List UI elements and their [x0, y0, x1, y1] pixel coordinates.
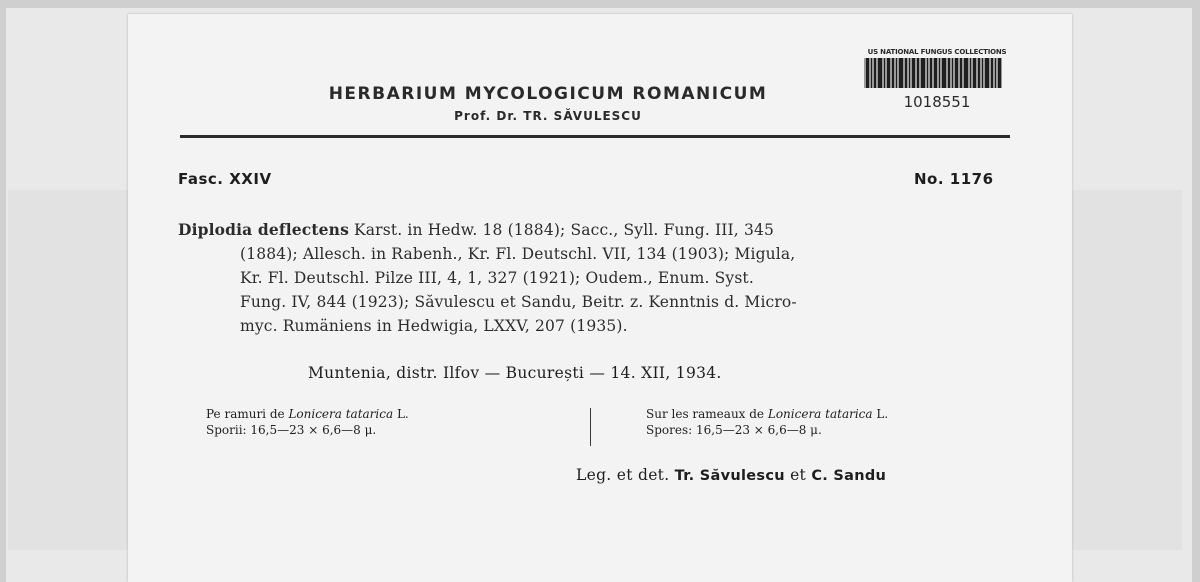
host-name: Lonicera tatarica [288, 407, 394, 421]
citation-line: (1884); Allesch. in Rabenh., Kr. Fl. Deutschl. VII, 134 (1903); Migula, [240, 245, 796, 263]
herbarium-label [128, 14, 1072, 582]
host-prefix: Sur les rameaux de [646, 407, 768, 421]
envelope-flap-right [1072, 190, 1182, 550]
host-author: L. [393, 407, 409, 421]
barcode-caption: US NATIONAL FUNGUS COLLECTIONS [867, 48, 1007, 56]
herbarium-title: HERBARIUM MYCOLOGICUM ROMANICUM [328, 84, 768, 104]
spore-size: Sporii: 16,5—23 × 6,6—8 μ. [206, 423, 377, 437]
fascicle-number: Fasc. XXIV [178, 170, 272, 188]
barcode-icon [864, 58, 1002, 88]
collection-locality: Muntenia, distr. Ilfov — București — 14. XII, 1934. [308, 364, 722, 382]
collectors-prefix: Leg. et det. [576, 466, 675, 484]
specimen-number: No. 1176 [914, 170, 994, 188]
herbarium-curator: Prof. Dr. TR. SĂVULESCU [454, 109, 642, 123]
citation-line: Fung. IV, 844 (1923); Săvulescu et Sandu, Beitr. z. Kenntnis d. Micro- [240, 293, 797, 311]
collector-name: Tr. Săvulescu [674, 468, 785, 484]
host-prefix: Pe ramuri de [206, 407, 289, 421]
barcode-sticker [864, 48, 1010, 130]
host-author: L. [872, 407, 889, 421]
host-line [206, 406, 409, 422]
envelope-flap-left [8, 190, 128, 550]
host-description-romanian [206, 406, 409, 438]
spore-size: Spores: 16,5—23 × 6,6—8 μ. [646, 423, 822, 437]
collectors-joiner: et [784, 466, 812, 484]
citation-line: myc. Rumäniens in Hedwigia, LXXV, 207 (1935). [240, 317, 628, 335]
catalog-number: 1018551 [903, 93, 971, 111]
collectors-line [576, 466, 886, 484]
collector-name: C. Sandu [811, 468, 887, 484]
host-name: Lonicera tatarica [767, 407, 873, 421]
host-description-french [646, 406, 888, 438]
citation-line [178, 218, 1018, 242]
header-rule [180, 135, 1010, 138]
taxonomic-citation [178, 218, 1018, 338]
citation-text: Karst. in Hedw. 18 (1884); Sacc., Syll. Fung. III, 345 [348, 221, 774, 239]
species-name: Diplodia deflectens [178, 220, 349, 239]
column-divider [590, 408, 591, 446]
host-line [646, 406, 888, 422]
citation-line: Kr. Fl. Deutschl. Pilze III, 4, 1, 327 (1921); Oudem., Enum. Syst. [240, 269, 754, 287]
